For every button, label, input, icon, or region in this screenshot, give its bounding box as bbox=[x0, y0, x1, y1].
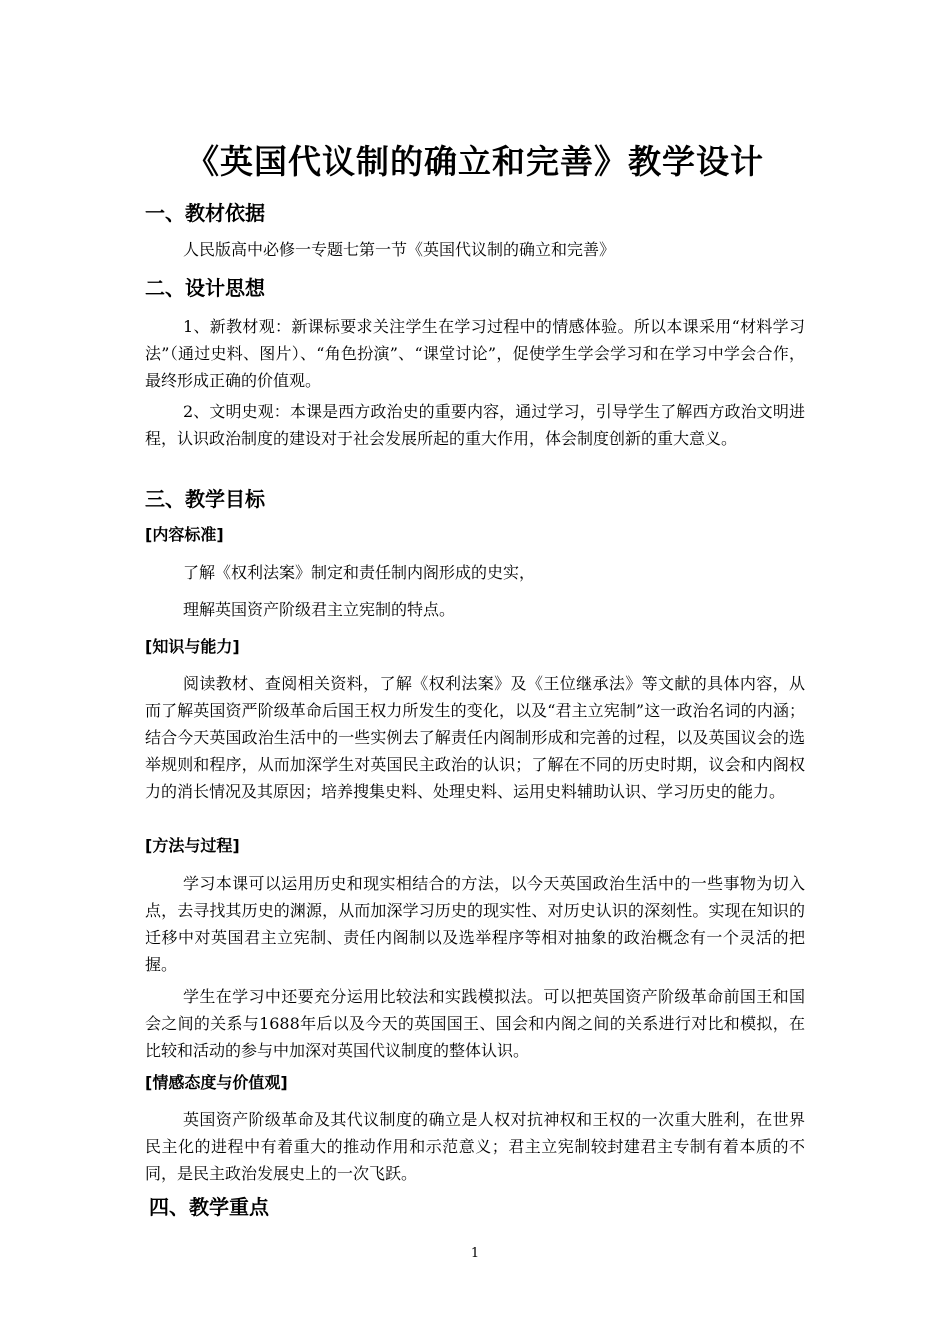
page-number: 1 bbox=[470, 1246, 480, 1261]
paragraph-emotion-values: 英国资产阶级革命及其代议制度的确立是人权对抗神权和王权的一次重大胜利，在世界民主化的进程中有着重大的推动作用和示范意义；君主立宪制较封建君主专制有着本质的不同，是民主政治发展史上的一次飞跃。 bbox=[145, 1110, 805, 1183]
paragraph-civilization-view: 2、文明史观：本课是西方政治史的重要内容，通过学习，引导学生了解西方政治文明进程，认识政治制度的建设对于社会发展所起的重大作用，体会制度创新的重大意义。 bbox=[145, 402, 805, 448]
subheading-knowledge-ability: [知识与能力] bbox=[145, 637, 240, 656]
paragraph-new-textbook-view: 1、新教材观：新课标要求关注学生在学习过程中的情感体验。所以本课采用“材料学习法”（通过史料、图片）、“角色扮演”、“课堂讨论”，促使学生学会学习和在学习中学会合作，最终形成正确的价值观。 bbox=[145, 317, 805, 390]
paragraph-textbook-basis: 人民版高中必修一专题七第一节《英国代议制的确立和完善》 bbox=[183, 240, 616, 259]
section-heading-teaching-focus: 四、教学重点 bbox=[149, 1195, 269, 1219]
subheading-emotion-values: [情感态度与价值观] bbox=[145, 1073, 288, 1092]
section-heading-design-idea: 二、设计思想 bbox=[145, 276, 265, 300]
paragraph-method-process-2: 学生在学习中还要充分运用比较法和实践模拟法。可以把英国资产阶级革命前国王和国会之间的关系与1688年后以及今天的英国国王、国会和内阁之间的关系进行对比和模拟，在比较和活动的参与中加深对英国代议制度的整体认识。 bbox=[145, 987, 805, 1060]
paragraph-content-standard-2: 理解英国资产阶级君主立宪制的特点。 bbox=[183, 600, 456, 619]
section-heading-textbook-basis: 一、教材依据 bbox=[145, 201, 265, 225]
paragraph-knowledge-ability: 阅读教材、查阅相关资料，了解《权利法案》及《王位继承法》等文献的具体内容，从而了解英国资严阶级革命后国王权力所发生的变化，以及“君主立宪制”这一政治名词的内涵；结合今天英国政治生活中的一些实例去了解责任内阁制形成和完善的过程，以及英国议会的选举规则和程序，从而加深学生对英国民主政治的认识；了解在不同的历史时期，议会和内阁权力的消长情况及其原因；培养搜集史料、处理史料、运用史料辅助认识、学习历史的能力。 bbox=[145, 674, 805, 801]
subheading-method-process: [方法与过程] bbox=[145, 836, 240, 855]
subheading-content-standard: [内容标准] bbox=[145, 525, 224, 544]
document-title: 《英国代议制的确立和完善》教学设计 bbox=[186, 142, 764, 181]
paragraph-content-standard-1: 了解《权利法案》制定和责任制内阁形成的史实， bbox=[183, 563, 536, 582]
paragraph-method-process-1: 学习本课可以运用历史和现实相结合的方法，以今天英国政治生活中的一些事物为切入点，去寻找其历史的渊源，从而加深学习历史的现实性、对历史认识的深刻性。实现在知识的迁移中对英国君主立宪制、责任内阁制以及选举程序等相对抽象的政治概念有一个灵活的把握。 bbox=[145, 874, 805, 974]
section-heading-teaching-goals: 三、教学目标 bbox=[145, 487, 265, 511]
